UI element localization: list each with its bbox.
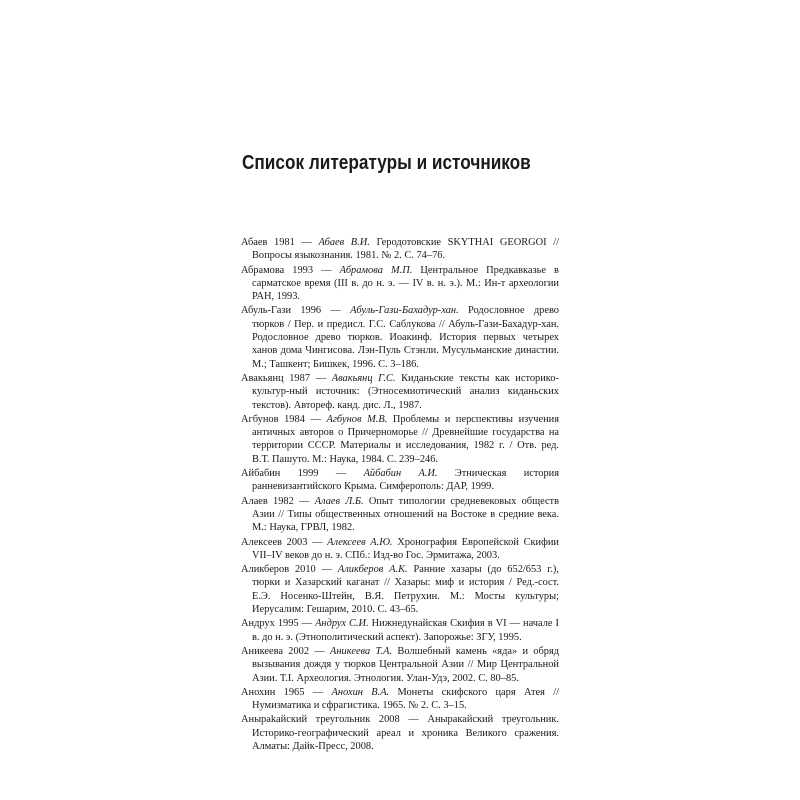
entry-key: Алаев 1982 — [241, 495, 294, 507]
entry-key: Авакьянц 1987 — [241, 372, 311, 384]
entry-text: Хронография Европейской Скифии VII–IV веков до н. э. СПб.: Изд-во Гос. Эрмитажа, 2003. — [252, 536, 559, 561]
entry-author: Абаев В.И. — [318, 237, 370, 248]
entry-key: Аникеева 2002 — [241, 645, 310, 657]
entry-text: Ранние хазары (до 652/653 г.), тюрки и Хазарский каганат // Хазары: миф и история / Ред.-сост. Е.Э. Носенко-Штейн, В.Я. Петрухин. М.: Мосты культуры; Иерусалим: Гешарим, 2010. С. 43–65. — [252, 564, 559, 616]
entry-author: Андрух С.И. — [315, 618, 369, 630]
entry-dash: — — [330, 305, 341, 317]
entry-key: Алексеев 2003 — [241, 536, 308, 548]
entry-dash: — — [312, 686, 324, 698]
entry-text: Центральное Предкавказье в сарматское время (III в. до н. э. — IV в. н. э.). М.: Ин-т археологии РАН, 1993. — [252, 264, 559, 303]
bibliography-entry — [241, 467, 559, 494]
entry-key: Анохин 1965 — [241, 686, 305, 698]
entry-dash: — — [310, 413, 321, 425]
entry-author: Абуль-Гази-Бахадур-хан. — [350, 305, 459, 317]
entry-author: Абрамова М.П. — [339, 264, 413, 276]
entry-dash: — — [312, 536, 323, 548]
entry-dash: — — [408, 714, 419, 726]
bibliography-entry — [241, 713, 559, 753]
bibliography-entry — [241, 304, 559, 370]
bibliography-entry — [241, 536, 559, 563]
entry-author: Авакьянц Г.С. — [331, 372, 396, 384]
entry-author: Аникеева Т.А. — [330, 645, 393, 657]
entry-key: Агбунов 1984 — [241, 413, 305, 425]
bibliography-entry — [241, 372, 559, 412]
page-title: Список литературы и источников — [242, 152, 531, 174]
entry-text: Волшебный камень «яда» и обряд вызывания дождя у тюрков Центральной Азии // Мир Центральной Азии. Т.I. Археология. Этнология. Улан-Удэ, 2002. С. 80–85. — [252, 645, 560, 684]
entry-text: Нижнедунайская Скифия в VI — начале I в. до н. э. (Этнополитический аспект). Запорожье: ЗГУ, 1995. — [252, 618, 559, 643]
entry-text: Киданьские тексты как историко-культур-ный источник: (Этносемиотический анализ киданьских текстов). Автореф. канд. дис. Л., 1987. — [252, 372, 559, 411]
bibliography-entry — [241, 617, 559, 644]
entry-author: Алаев Л.Б. — [314, 495, 364, 507]
entry-text: Опыт типологии средневековых обществ Азии // Типы общественных отношений на Востоке в средние века. М.: Наука, ГРВЛ, 1982. — [252, 495, 559, 534]
entry-text: Родословное древо тюрков / Пер. и предисл. Г.С. Саблукова // Абуль-Гази-Бахадур-хан. Родословное древо тюрков. Иоакинф. История первых четырех ханов дома Чингисова. Лэн-Пуль Стэнли. Мусульманские династии. М.; Ташкент; Бишкек, 1996. С. 3–186. — [252, 305, 559, 370]
entry-key: Абрамова 1993 — [241, 264, 314, 276]
entry-author: Айбабин А.И. — [363, 468, 438, 480]
entry-key: Айбабин 1999 — [241, 468, 319, 480]
entry-author: Алексеев А.Ю. — [327, 536, 393, 548]
entry-author: Агбунов М.В. — [326, 413, 388, 425]
bibliography-list — [241, 236, 559, 754]
entry-dash: — — [321, 264, 332, 276]
entry-key: Анырakайский треугольник 2008 — [241, 714, 400, 726]
entry-dash: — — [335, 468, 347, 480]
entry-dash: — — [321, 564, 333, 576]
bibliography-entry — [241, 563, 559, 616]
bibliography-entry — [241, 645, 559, 685]
entry-text: Проблемы и перспективы изучения античных авторов о Причерноморье // Древнейшие государства на территории СССР. Материалы и исследования, 1982 г. / Отв. ред. В.Т. Пашуто. М.: Наука, 1984. С. 239–246. — [252, 413, 559, 465]
entry-key: Аликберов 2010 — [241, 564, 316, 576]
bibliography-entry — [241, 495, 559, 535]
entry-author: Аликберов А.К. — [337, 564, 408, 576]
entry-key: Андрух 1995 — [241, 618, 299, 630]
entry-key: Абуль-Гази 1996 — [241, 305, 322, 317]
entry-text: Геродотовские SKYTHAI GEORGOI // Вопросы языкознания. 1981. № 2. С. 74–76. — [252, 237, 559, 262]
bibliography-entry — [241, 264, 559, 304]
entry-dash: — — [301, 618, 313, 630]
entry-dash: — — [299, 495, 310, 507]
bibliography-entry — [241, 236, 559, 263]
entry-dash: — — [315, 372, 327, 384]
bibliography-entry — [241, 413, 559, 466]
entry-author: Анохин В.А. — [331, 686, 390, 698]
entry-dash: — — [314, 645, 325, 657]
entry-dash: — — [301, 237, 312, 248]
bibliography-entry — [241, 686, 559, 713]
entry-key: Абаев 1981 — [241, 237, 295, 248]
entry-text: Анырaкайский треугольник. Историко-географический ареал и хроника Великого сражения. Алматы: Дайк-Пресс, 2008. — [252, 714, 560, 752]
entry-text: Монеты скифского царя Атея // Нумизматика и сфрагистика. 1965. № 2. С. 3–15. — [252, 686, 559, 712]
entry-text: Этническая история ранневизантийского Крыма. Симферополь: ДАР, 1999. — [252, 468, 559, 493]
